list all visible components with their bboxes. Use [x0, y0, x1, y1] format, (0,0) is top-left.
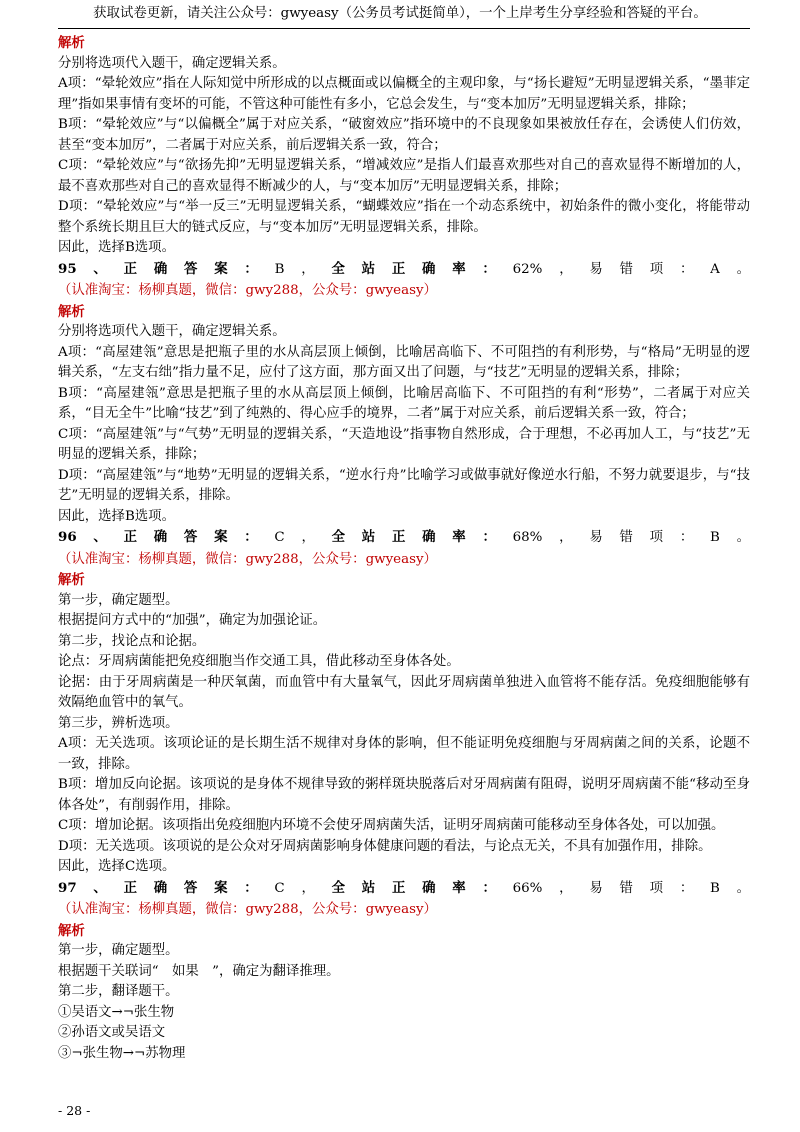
paragraph: 根据提问方式中的“加强”，确定为加强论证。	[58, 613, 327, 628]
conclusion: 因此，选择C选项。	[58, 859, 176, 874]
step-heading: 第一步，确定题型。	[58, 592, 179, 608]
answer-value: C，	[274, 880, 332, 896]
conclusion: 因此，选择B选项。	[58, 508, 175, 524]
accuracy-label: 全站正确率：	[331, 879, 513, 896]
promo-text: （认准淘宝：杨柳真题，微信：gwy288，公众号：gwyeasy）	[58, 902, 437, 917]
step-heading: 第二步，找论点和论据。	[58, 633, 206, 649]
answer-label: 96、正确答案：	[58, 529, 275, 545]
option-c-analysis: C项：“高屋建瓴”与“气势”无明显的逻辑关系，“天造地设”指事物自然形成，合于理想，不必再加人工，与“技艺”无明显的逻辑关系，排除；	[58, 426, 750, 462]
paragraph: 分别将选项代入题干，确定逻辑关系。	[58, 55, 286, 71]
evidence: 论据：由于牙周病菌是一种厌氧菌，而血管中有大量氧气，因此牙周病菌单独进入血管将不能存活。免疫细胞能够有效隔绝血管中的氧气。	[58, 674, 750, 710]
promo-text: （认准淘宝：杨柳真题，微信：gwy288，公众号：gwyeasy）	[58, 283, 437, 298]
page-header: 获取试卷更新，请关注公众号：gwyeasy（公务员考试挺简单），一个上岸考生分享经验和答疑的平台。	[93, 6, 707, 21]
analysis-heading: 解析	[58, 572, 85, 588]
promo-text: （认准淘宝：杨柳真题，微信：gwy288，公众号：gwyeasy）	[58, 551, 437, 567]
answer-line-96	[58, 527, 750, 570]
analysis-heading: 解析	[58, 303, 85, 320]
answer-line-95	[58, 259, 750, 302]
option-b-analysis: B项：“晕轮效应”与“以偏概全”属于对应关系，“破窗效应”指环境中的不良现象如果被放任存在，会诱使人们仿效，甚至“变本加厉”，二者属于对应关系，前后逻辑关系一致，符合；	[58, 117, 750, 153]
paragraph: 根据题干关联词“ 如果 ”，确定为翻译推理。	[58, 963, 340, 979]
step-heading: 第一步，确定题型。	[58, 943, 179, 958]
paragraph: 分别将选项代入题干，确定逻辑关系。	[58, 324, 286, 339]
answer-line-97	[58, 878, 750, 921]
analysis-heading: 解析	[58, 922, 85, 939]
option-a-analysis: A项：“晕轮效应”指在人际知觉中所形成的以点概面或以偏概全的主观印象，与“扬长避短”无明显逻辑关系，“墨菲定理”指如果事情有变坏的可能，不管这种可能性有多小，它总会发生，与“变本加厉”无明显逻辑关系，排除；	[58, 76, 750, 112]
option-a-analysis: A项：“高屋建瓴”意思是把瓶子里的水从高层顶上倾倒，比喻居高临下、不可阻挡的有利形势，与“格局”无明显的逻辑关系，“左支右绌”指力量不足，应付了这方面，那方面又出了问题，与“技艺”无明显的逻辑关系，排除；	[58, 344, 750, 380]
conclusion: 因此，选择B选项。	[58, 240, 175, 255]
accuracy-label: 全站正确率：	[331, 260, 513, 277]
option-a-analysis: A项：无关选项。该项论证的是长期生活不规律对身体的影响，但不能证明免疫细胞与牙周病菌之间的关系，论题不一致，排除。	[58, 736, 750, 772]
premise-1: ①吴语文→¬张生物	[58, 1004, 175, 1020]
accuracy-value: 66%，易错项：B。	[512, 880, 751, 896]
option-c-analysis: C项：增加论据。该项指出免疫细胞内环境不会使牙周病菌失活，证明牙周病菌可能移动至身体各处，可以加强。	[58, 818, 725, 833]
answer-label: 95、正确答案：	[58, 260, 275, 277]
answer-label: 97、正确答案：	[58, 879, 275, 896]
document-body	[58, 33, 750, 1064]
premise-3: ③¬张生物→¬苏物理	[58, 1045, 186, 1061]
answer-value: B，	[274, 261, 332, 277]
option-d-analysis: D项：“高屋建瓴”与“地势”无明显的逻辑关系，“逆水行舟”比喻学习或做事就好像逆水行船，不努力就要退步，与“技艺”无明显的逻辑关系，排除。	[58, 467, 750, 503]
answer-value: C，	[274, 530, 332, 545]
option-b-analysis: B项：“高屋建瓴”意思是把瓶子里的水从高层顶上倾倒，比喻居高临下、不可阻挡的有利“形势”，二者属于对应关系，“目无全牛”比喻“技艺”到了纯熟的、得心应手的境界，二者”属于对应关系，前后逻辑关系一致，符合；	[58, 385, 750, 421]
option-c-analysis: C项：“晕轮效应”与“欲扬先抑”无明显逻辑关系，“增减效应”是指人们最喜欢那些对自己的喜欢显得不断增加的人，最不喜欢那些对自己的喜欢显得不断减少的人，与“变本加厉”无明显逻辑关系，排除；	[58, 158, 750, 194]
option-d-analysis: D项：“晕轮效应”与“举一反三”无明显逻辑关系，“蝴蝶效应”指在一个动态系统中，初始条件的微小变化，将能带动整个系统长期且巨大的链式反应，与“变本加厉”无明显逻辑关系，排除。	[58, 199, 750, 235]
analysis-heading: 解析	[58, 35, 85, 51]
accuracy-label: 全站正确率：	[331, 529, 513, 545]
accuracy-value: 68%，易错项：B。	[512, 530, 751, 545]
option-b-analysis: B项：增加反向论据。该项说的是身体不规律导致的粥样斑块脱落后对牙周病菌有阻碍，说明牙周病菌不能“移动至身体各处”，有削弱作用，排除。	[58, 777, 750, 813]
premise-2: ②孙语文或吴语文	[58, 1025, 166, 1040]
header-divider	[58, 28, 750, 29]
step-heading: 第二步，翻译题干。	[58, 984, 179, 999]
page-number: - 28 -	[58, 1103, 91, 1118]
option-d-analysis: D项：无关选项。该项说的是公众对牙周病菌影响身体健康问题的看法，与论点无关，不具有加强作用，排除。	[58, 838, 712, 854]
thesis: 论点：牙周病菌能把免疫细胞当作交通工具，借此移动至身体各处。	[58, 654, 460, 669]
accuracy-value: 62%，易错项：A。	[512, 261, 751, 277]
step-heading: 第三步，辨析选项。	[58, 715, 179, 731]
